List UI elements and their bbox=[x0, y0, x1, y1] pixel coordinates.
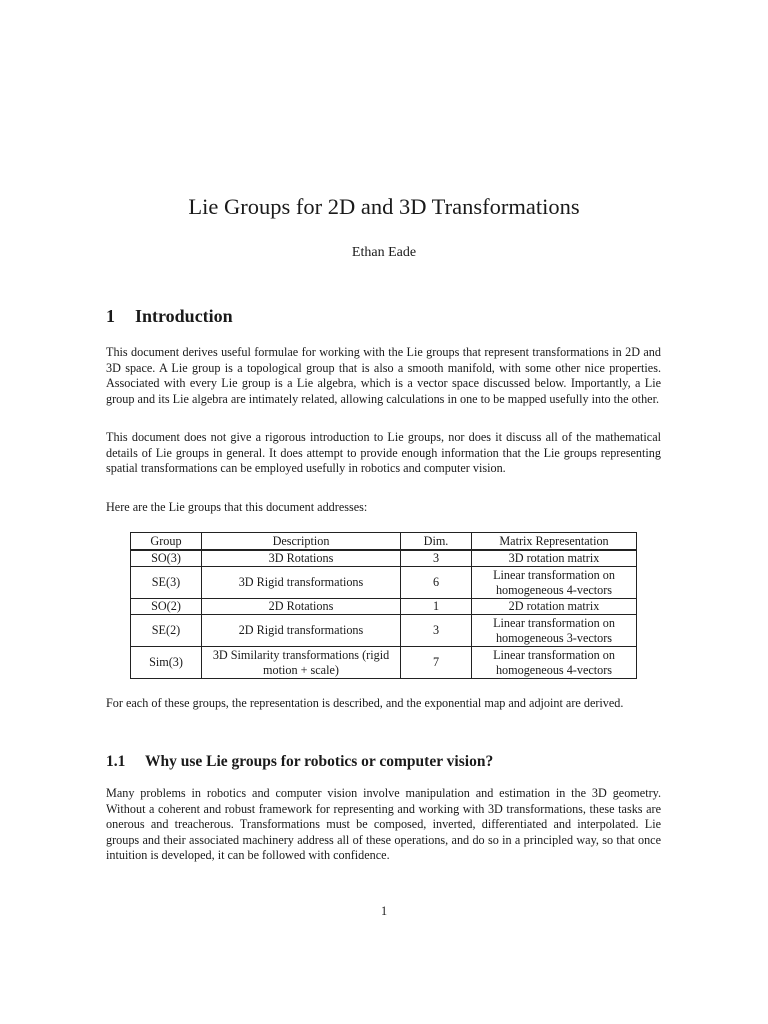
table-row bbox=[131, 599, 637, 615]
table-cell-description: 2D Rigid transformations bbox=[202, 615, 401, 647]
section-number: 1 bbox=[106, 306, 115, 326]
page-number: 1 bbox=[380, 904, 388, 918]
table-cell-group: SO(2) bbox=[131, 599, 202, 615]
table-cell-description: 2D Rotations bbox=[202, 599, 401, 615]
table-header-representation: Matrix Representation bbox=[472, 533, 637, 551]
table-cell-representation: Linear transformation on homogeneous 4-vectors bbox=[472, 567, 637, 599]
section-heading-introduction bbox=[106, 305, 233, 327]
table-cell-group: Sim(3) bbox=[131, 647, 202, 679]
table-cell-representation: Linear transformation on homogeneous 3-vectors bbox=[472, 615, 637, 647]
subsection-number: 1.1 bbox=[106, 753, 126, 770]
document-title: Lie Groups for 2D and 3D Transformations bbox=[188, 194, 580, 219]
lie-groups-table bbox=[130, 532, 637, 679]
table-cell-description: 3D Rigid transformations bbox=[202, 567, 401, 599]
table-row bbox=[131, 647, 637, 679]
intro-paragraph-1: This document derives useful formulae for working with the Lie groups that represent transformations in 2D and 3D space. A Lie group is a topological group that is also a smooth manifold, with some other nice properties. Associated with every Lie group is a Lie algebra, which is a vector space discussed below. Importantly, a Lie group and its Lie algebra are intimately related, allowing calculations in one to be mapped usefully into the other. bbox=[106, 345, 661, 406]
table-row bbox=[131, 615, 637, 647]
table-cell-dim: 1 bbox=[401, 599, 472, 615]
table-cell-group: SO(3) bbox=[131, 550, 202, 567]
table-header-row bbox=[131, 533, 637, 551]
table-cell-group: SE(2) bbox=[131, 615, 202, 647]
table-cell-description: 3D Rotations bbox=[202, 550, 401, 567]
subsection-heading-why-lie-groups bbox=[106, 752, 493, 772]
table-cell-group: SE(3) bbox=[131, 567, 202, 599]
intro-paragraph-4: For each of these groups, the representation is described, and the exponential map and adjoint are derived. bbox=[106, 696, 624, 710]
table-header-description: Description bbox=[202, 533, 401, 551]
table-cell-representation: 2D rotation matrix bbox=[472, 599, 637, 615]
table-cell-description: 3D Similarity transformations (rigid motion + scale) bbox=[202, 647, 401, 679]
table-row bbox=[131, 550, 637, 567]
table-row bbox=[131, 567, 637, 599]
table-cell-dim: 3 bbox=[401, 550, 472, 567]
table-header-dim: Dim. bbox=[401, 533, 472, 551]
table-header-group: Group bbox=[131, 533, 202, 551]
table-cell-dim: 3 bbox=[401, 615, 472, 647]
intro-paragraph-2: This document does not give a rigorous introduction to Lie groups, nor does it discuss all of the mathematical details of Lie groups in general. It does attempt to provide enough information that the Lie groups representing spatial transformations can be employed usefully in robotics and computer vision. bbox=[106, 430, 661, 476]
table-cell-representation: 3D rotation matrix bbox=[472, 550, 637, 567]
table-cell-representation: Linear transformation on homogeneous 4-vectors bbox=[472, 647, 637, 679]
table-cell-dim: 7 bbox=[401, 647, 472, 679]
section-title: Introduction bbox=[135, 306, 233, 326]
intro-paragraph-3: Here are the Lie groups that this document addresses: bbox=[106, 500, 368, 514]
subsection-title: Why use Lie groups for robotics or computer vision? bbox=[145, 753, 494, 770]
document-author: Ethan Eade bbox=[351, 245, 417, 260]
subsection-paragraph: Many problems in robotics and computer vision involve manipulation and estimation in the 3D geometry. Without a coherent and robust framework for representing and working with 3D transformations, these tasks are onerous and treacherous. Transformations must be composed, inverted, differentiated and interpolated. Lie groups and their associated machinery address all of these operations, and do so in a principled way, so that once intuition is developed, it can be followed with confidence. bbox=[106, 786, 661, 863]
table-cell-dim: 6 bbox=[401, 567, 472, 599]
